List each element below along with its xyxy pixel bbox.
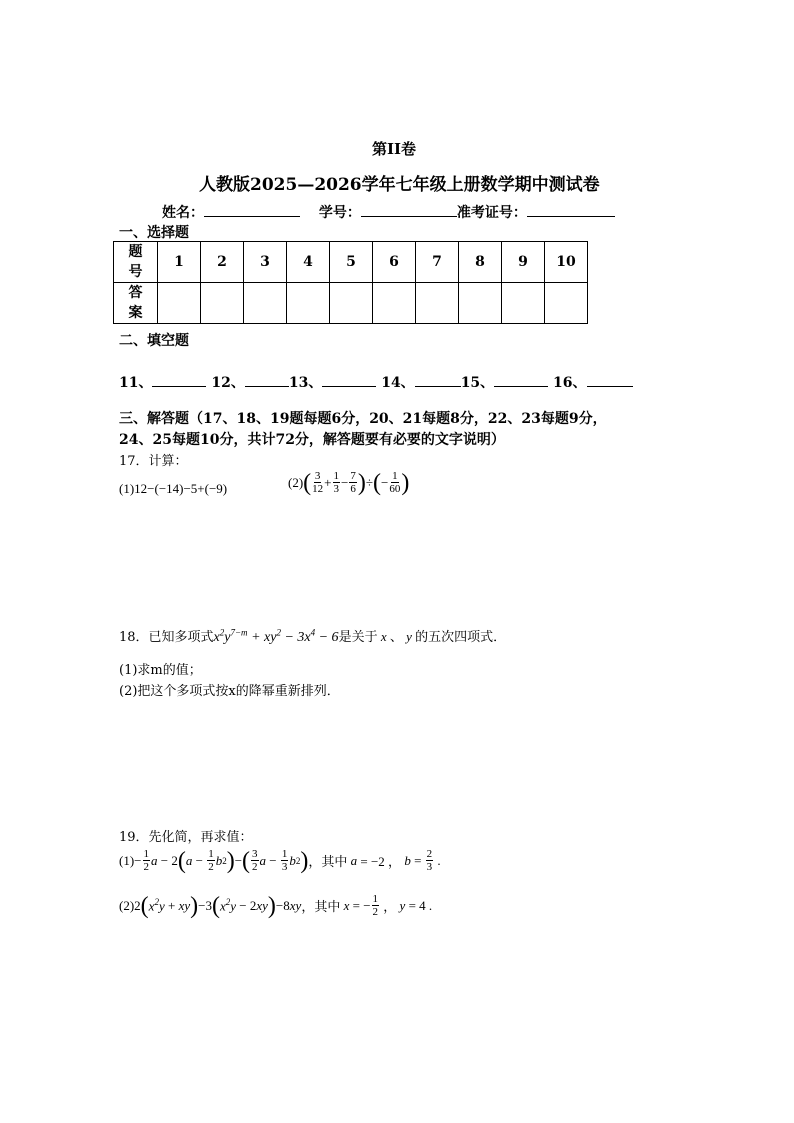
- question-number: 2: [201, 242, 244, 283]
- q19-label: 19．先化简，再求值：: [119, 830, 253, 845]
- answer-cell[interactable]: [416, 283, 459, 324]
- answer-table: [113, 241, 588, 324]
- q18-statement: 18．已知多项式$x^2y^{7-m} + xy^2 - 3x^4 - 6$是关于 x 、 y 的五次四项式．: [119, 627, 507, 645]
- table-header-cell: 答 案: [114, 283, 158, 324]
- blank-label: 14、: [381, 375, 415, 391]
- q17-part2: (2) ( $\frac{3}{12}$ + $\frac{1}{3}$ − $\frac{7}{6}$ ) ÷ ( − $\frac{1}{60}$ ): [288, 469, 410, 496]
- question-number: 6: [373, 242, 416, 283]
- section2-heading: 二、填空题: [119, 333, 189, 349]
- answer-cell[interactable]: [502, 283, 545, 324]
- q17-label: 17．计算：: [119, 454, 188, 469]
- question-number: 4: [287, 242, 330, 283]
- q18-sub2: (2)把这个多项式按x的降幂重新排列．: [119, 684, 340, 699]
- blank-field[interactable]: [587, 372, 633, 387]
- answer-cell[interactable]: [459, 283, 502, 324]
- blank-label: 16、: [553, 375, 587, 391]
- blank-label: 12、: [211, 375, 245, 391]
- question-number: 7: [416, 242, 459, 283]
- page-title: 人教版2025—2026学年七年级上册数学期中测试卷: [199, 175, 600, 195]
- section3-heading: 三、解答题（17、18、19题每题6分，20、21每题8分，22、23每题9分，: [119, 411, 607, 427]
- answer-table-number-row: [114, 242, 588, 283]
- id-field[interactable]: [361, 202, 457, 217]
- table-header-cell: 题 号: [114, 242, 158, 283]
- answer-cell[interactable]: [158, 283, 201, 324]
- question-number: 5: [330, 242, 373, 283]
- question-number: 8: [459, 242, 502, 283]
- question-number: 1: [158, 242, 201, 283]
- answer-cell[interactable]: [373, 283, 416, 324]
- answer-table-answer-row: [114, 283, 588, 324]
- blank-field[interactable]: [245, 372, 289, 387]
- blank-field[interactable]: [152, 372, 206, 387]
- name-label: 姓名：: [162, 205, 204, 221]
- q19-sub2: (2)2 ( $x^2y$ + xy ) −3 ( $x^2y$ − 2 xy ) −8 xy ，其中 x = − $\frac{1}{2}$ ， y = 4 .: [119, 892, 433, 919]
- question-number: 9: [502, 242, 545, 283]
- blank-field[interactable]: [415, 372, 461, 387]
- name-field[interactable]: [204, 202, 300, 217]
- answer-cell[interactable]: [201, 283, 244, 324]
- question-number: 10: [545, 242, 588, 283]
- blank-field[interactable]: [322, 372, 376, 387]
- answer-cell[interactable]: [545, 283, 588, 324]
- answer-cell[interactable]: [287, 283, 330, 324]
- student-info-row: [162, 202, 615, 222]
- blank-label: 15、: [460, 375, 495, 391]
- volume-label: 第II卷: [372, 140, 417, 158]
- blank-label: 13、: [288, 375, 323, 391]
- exam-label: 准考证号：: [456, 205, 527, 221]
- exam-field[interactable]: [527, 202, 615, 217]
- id-label: 学号：: [318, 205, 361, 221]
- q19-sub1: (1)− $\frac{1}{2}$ a − 2 ( a − $\frac{1}{2}$ b 2 ) − ( $\frac{3}{2}$ a − $\frac{1}{3}$ b 2 ) ，其中 a = −2 ， b = $\frac{2}{3}$ .: [119, 847, 441, 874]
- blank-field[interactable]: [494, 372, 548, 387]
- q17-part1: (1)12−(−14)−5+(−9): [119, 481, 228, 496]
- answer-cell[interactable]: [330, 283, 373, 324]
- fill-blank-row: [119, 372, 633, 392]
- blank-label: 11、: [119, 375, 153, 391]
- question-number: 3: [244, 242, 287, 283]
- section1-heading: 一、选择题: [119, 225, 189, 241]
- section3-heading-cont: 24、25每题10分，共计72分，解答题要有必要的文字说明）: [119, 432, 505, 448]
- answer-cell[interactable]: [244, 283, 287, 324]
- q18-sub1: (1)求m的值；: [119, 663, 202, 678]
